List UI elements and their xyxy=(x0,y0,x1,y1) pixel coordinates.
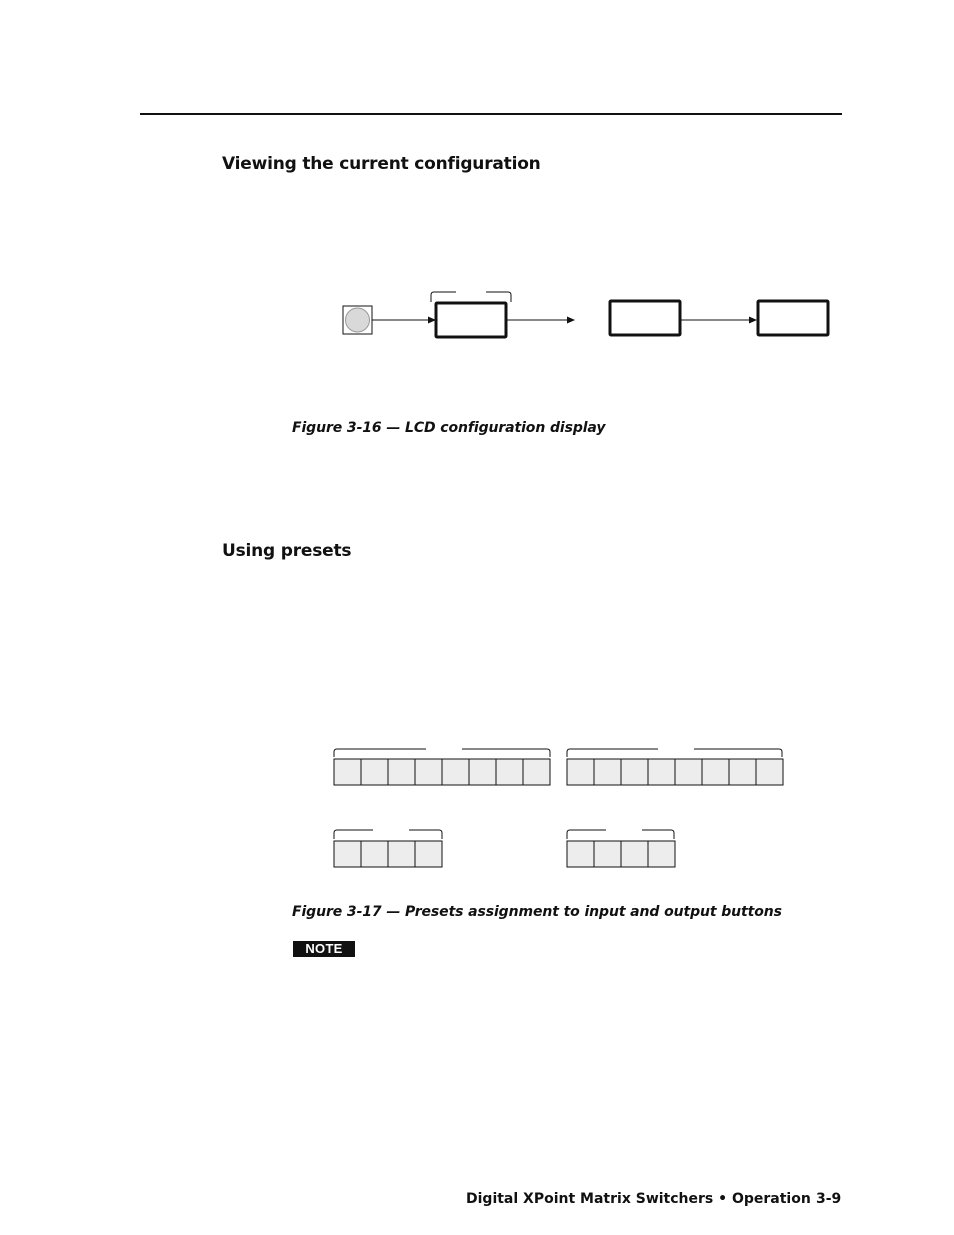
arrow-to-lcd-3 xyxy=(680,317,757,324)
footer-title: Digital XPoint Matrix Switchers • Operation xyxy=(466,1191,811,1207)
lcd-bracket xyxy=(431,292,511,302)
note-badge: NOTE xyxy=(293,941,355,957)
config-button-icon xyxy=(343,306,372,334)
page-number: 3-9 xyxy=(816,1191,842,1207)
figure-3-17-diagram xyxy=(334,749,783,867)
section-heading-using-presets: Using presets xyxy=(222,541,352,561)
lcd-display-3 xyxy=(758,301,828,335)
figure-3-16-caption: Figure 3-16 — LCD configuration display xyxy=(292,420,606,436)
preset-output-bracket xyxy=(567,830,674,839)
preset-output-buttons xyxy=(567,841,675,867)
preset-input-buttons xyxy=(334,841,442,867)
output-button-row xyxy=(567,759,783,785)
input-button-row xyxy=(334,759,550,785)
arrow-to-lcd-2 xyxy=(506,317,575,324)
section-heading-viewing-config: Viewing the current configuration xyxy=(222,154,541,174)
arrow-to-lcd xyxy=(372,317,436,324)
lcd-display-1 xyxy=(436,303,506,337)
lcd-display-2 xyxy=(610,301,680,335)
input-group-bracket xyxy=(334,749,550,757)
figure-3-17-caption: Figure 3-17 — Presets assignment to input and output buttons xyxy=(292,904,782,920)
output-group-bracket xyxy=(567,749,782,757)
preset-input-bracket xyxy=(334,830,442,839)
